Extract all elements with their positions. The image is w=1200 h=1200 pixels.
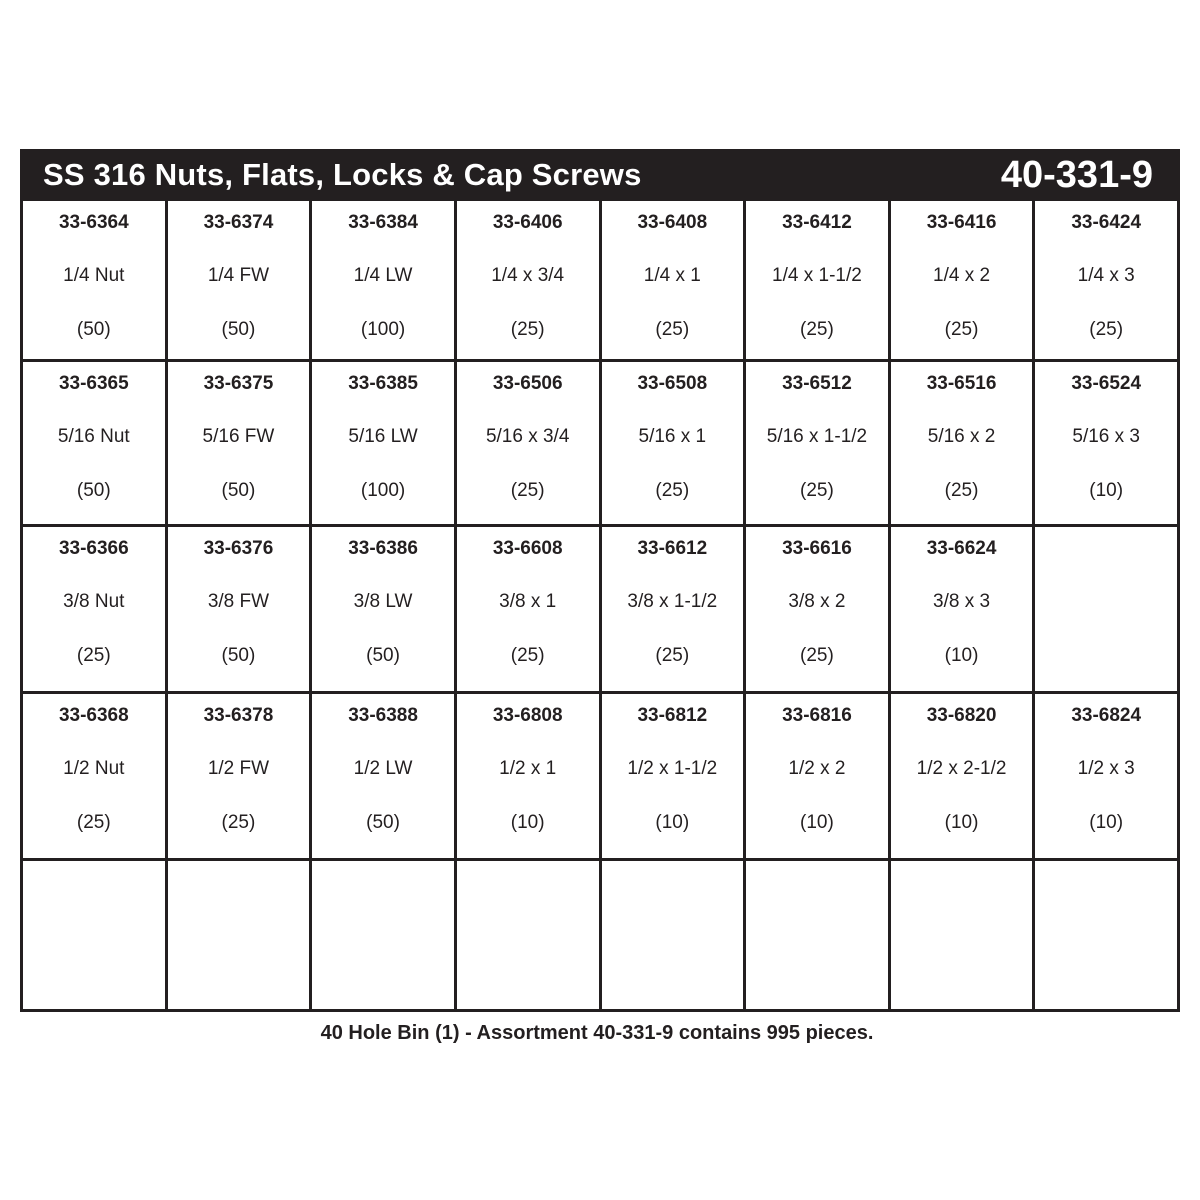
- part-number: 33-6616: [782, 538, 852, 559]
- part-quantity: (10): [510, 812, 545, 833]
- part-number: 33-6412: [782, 212, 852, 233]
- part-quantity: (25): [800, 319, 834, 340]
- part-description: 3/8 FW: [207, 591, 270, 612]
- bin-cell: [746, 527, 888, 691]
- part-quantity: (10): [944, 645, 979, 666]
- bin-cell: [168, 861, 310, 1009]
- bin-cell: [1035, 861, 1177, 1009]
- bin-cell: [312, 362, 454, 524]
- part-quantity: (50): [366, 645, 400, 666]
- part-description: 5/16 x 3: [1072, 426, 1140, 447]
- part-description: 1/4 x 1-1/2: [772, 265, 862, 286]
- bin-cell: [312, 694, 454, 858]
- part-quantity: (10): [655, 812, 690, 833]
- bin-cell: [23, 527, 165, 691]
- bin-cell: [457, 527, 599, 691]
- part-quantity: (25): [655, 645, 690, 666]
- bin-cell: [168, 362, 310, 524]
- part-number: 33-6808: [492, 705, 563, 726]
- part-number: 33-6820: [926, 705, 997, 726]
- part-quantity: (10): [1089, 812, 1124, 833]
- bin-cell: [312, 201, 454, 359]
- part-number: 33-6368: [58, 705, 129, 726]
- part-description: 5/16 x 3/4: [485, 426, 570, 447]
- bin-cell: [891, 362, 1033, 524]
- part-number: 33-6365: [58, 373, 129, 394]
- part-description: 1/2 x 2: [788, 758, 846, 779]
- part-number: 33-6508: [637, 373, 708, 394]
- bin-cell: [746, 694, 888, 858]
- bin-cell: [891, 527, 1033, 691]
- part-number: 33-6378: [203, 705, 274, 726]
- bin-cell: [891, 201, 1033, 359]
- part-description: 5/16 Nut: [57, 426, 130, 447]
- part-number: 33-6374: [203, 212, 274, 233]
- bin-cell: [602, 362, 744, 524]
- part-number: 33-6375: [203, 373, 274, 394]
- part-number: 33-6824: [1071, 705, 1142, 726]
- assortment-chart: [20, 149, 1180, 1012]
- bin-cell: [602, 527, 744, 691]
- bin-cell: [168, 527, 310, 691]
- part-description: 3/8 x 3: [933, 591, 991, 612]
- part-quantity: (50): [221, 480, 256, 501]
- bin-cell: [312, 527, 454, 691]
- bin-cell: [602, 861, 744, 1009]
- part-number: 33-6608: [492, 538, 563, 559]
- part-quantity: (25): [944, 319, 979, 340]
- part-quantity: (50): [76, 480, 111, 501]
- part-number: 33-6624: [926, 538, 997, 559]
- part-description: 1/2 Nut: [63, 758, 125, 779]
- part-description: 5/16 FW: [202, 426, 275, 447]
- bin-cell: [746, 201, 888, 359]
- bin-cell: [1035, 694, 1177, 858]
- part-description: 3/8 x 2: [788, 591, 846, 612]
- part-description: 1/4 x 3: [1077, 265, 1135, 286]
- bin-cell: [602, 201, 744, 359]
- part-number: 33-6816: [782, 705, 852, 726]
- part-description: 1/2 x 2-1/2: [916, 758, 1007, 779]
- part-description: 5/16 x 2: [927, 426, 996, 447]
- part-description: 5/16 LW: [348, 426, 418, 447]
- bin-cell: [1035, 527, 1177, 691]
- part-description: 1/2 x 1-1/2: [627, 758, 718, 779]
- part-description: 1/4 LW: [353, 265, 413, 286]
- part-number: 33-6406: [492, 212, 563, 233]
- part-number: 33-6524: [1071, 373, 1142, 394]
- part-description: 1/4 x 1: [643, 265, 701, 286]
- bin-cell: [23, 694, 165, 858]
- part-number: 33-6424: [1071, 212, 1142, 233]
- bin-cell: [457, 362, 599, 524]
- part-number: 33-6516: [926, 373, 997, 394]
- chart-header: [23, 152, 1177, 198]
- part-description: 1/4 FW: [207, 265, 270, 286]
- part-description: 1/2 LW: [353, 758, 413, 779]
- part-quantity: (10): [1089, 480, 1124, 501]
- part-quantity: (25): [510, 319, 545, 340]
- part-number: 33-6384: [348, 212, 418, 233]
- part-quantity: (50): [76, 319, 111, 340]
- part-description: 1/4 x 3/4: [491, 265, 565, 286]
- part-quantity: (25): [800, 645, 834, 666]
- part-quantity: (25): [76, 812, 111, 833]
- bin-cell: [1035, 201, 1177, 359]
- part-number: 33-6385: [348, 373, 418, 394]
- part-number: 33-6376: [203, 538, 274, 559]
- part-description: 1/4 Nut: [63, 265, 125, 286]
- part-description: 5/16 x 1: [638, 426, 707, 447]
- part-number: 33-6364: [58, 212, 129, 233]
- part-quantity: (25): [510, 645, 545, 666]
- part-description: 5/16 x 1-1/2: [766, 426, 868, 447]
- part-quantity: (100): [360, 319, 406, 340]
- part-description: 3/8 LW: [353, 591, 413, 612]
- part-quantity: (50): [221, 645, 256, 666]
- bin-cell: [457, 861, 599, 1009]
- bin-cell: [746, 362, 888, 524]
- part-quantity: (25): [655, 319, 690, 340]
- bin-grid: [23, 198, 1177, 1009]
- bin-cell: [746, 861, 888, 1009]
- part-quantity: (100): [360, 480, 406, 501]
- part-number: 33-6612: [637, 538, 708, 559]
- bin-cell: [23, 861, 165, 1009]
- bin-cell: [602, 694, 744, 858]
- part-description: 3/8 x 1-1/2: [627, 591, 718, 612]
- part-number: 33-6408: [637, 212, 708, 233]
- chart-title: SS 316 Nuts, Flats, Locks & Cap Screws: [43, 157, 642, 192]
- bin-cell: [891, 861, 1033, 1009]
- bin-cell: [23, 201, 165, 359]
- part-description: 3/8 Nut: [63, 591, 125, 612]
- part-number: 33-6812: [637, 705, 708, 726]
- part-quantity: (25): [221, 812, 256, 833]
- part-number: 33-6416: [926, 212, 997, 233]
- bin-cell: [168, 201, 310, 359]
- part-quantity: (50): [221, 319, 256, 340]
- bin-cell: [1035, 362, 1177, 524]
- part-number: 33-6388: [348, 705, 418, 726]
- part-quantity: (10): [800, 812, 834, 833]
- part-quantity: (25): [510, 480, 545, 501]
- bin-cell: [312, 861, 454, 1009]
- part-description: 1/2 x 1: [499, 758, 557, 779]
- part-description: 1/2 FW: [207, 758, 270, 779]
- bin-cell: [168, 694, 310, 858]
- part-quantity: (25): [1089, 319, 1124, 340]
- bin-cell: [891, 694, 1033, 858]
- bin-cell: [457, 201, 599, 359]
- part-number: 33-6512: [782, 373, 852, 394]
- part-description: 3/8 x 1: [499, 591, 557, 612]
- bin-cell: [23, 362, 165, 524]
- part-description: 1/4 x 2: [933, 265, 991, 286]
- part-number: 33-6386: [348, 538, 418, 559]
- part-number: 33-6366: [58, 538, 129, 559]
- part-description: 1/2 x 3: [1077, 758, 1135, 779]
- part-number: 33-6506: [492, 373, 563, 394]
- part-quantity: (25): [655, 480, 690, 501]
- part-quantity: (50): [366, 812, 400, 833]
- part-quantity: (25): [76, 645, 111, 666]
- bin-cell: [457, 694, 599, 858]
- part-quantity: (25): [800, 480, 834, 501]
- assortment-code: 40-331-9: [1000, 153, 1153, 196]
- footer-note: 40 Hole Bin (1) - Assortment 40-331-9 contains 995 pieces.: [320, 1022, 874, 1044]
- part-quantity: (10): [944, 812, 979, 833]
- part-quantity: (25): [944, 480, 979, 501]
